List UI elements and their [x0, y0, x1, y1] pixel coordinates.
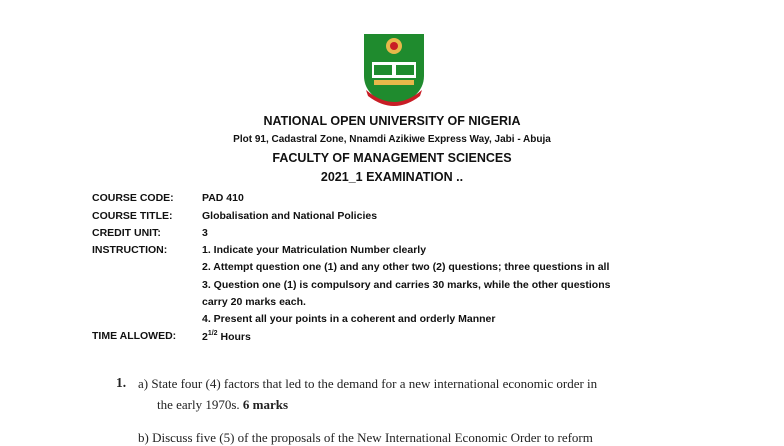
- instruction-item: 1. Indicate your Matriculation Number clearly: [202, 244, 427, 256]
- exam-title: 2021_1 EXAMINATION ..: [320, 170, 464, 184]
- credit-unit-value: 3: [202, 227, 208, 239]
- question-1a-tail: the early 1970s.: [157, 397, 243, 412]
- instruction-item: 3. Question one (1) is compulsory and carries 30 marks, while the other questions: [202, 279, 611, 291]
- question-1b-text: b) Discuss five (5) of the proposals of the New International Economic Order to reform: [138, 430, 593, 445]
- instruction-item: carry 20 marks each.: [202, 296, 306, 308]
- question-number: 1.: [116, 375, 127, 390]
- time-allowed-label: TIME ALLOWED:: [92, 330, 177, 342]
- university-crest-icon: [360, 32, 428, 110]
- question-1a-text: a) State four (4) factors that led to the demand for a new international economic order in: [138, 376, 598, 391]
- instruction-item: 4. Present all your points in a coherent and orderly Manner: [202, 313, 496, 325]
- university-address: Plot 91, Cadastral Zone, Nnamdi Azikiwe Express Way, Jabi - Abuja: [233, 134, 551, 145]
- credit-unit-label: CREDIT UNIT:: [92, 227, 161, 239]
- course-title-value: Globalisation and National Policies: [202, 210, 378, 222]
- course-code-value: PAD 410: [202, 192, 244, 204]
- instruction-item: 2. Attempt question one (1) and any other two (2) questions; three questions in all: [202, 261, 610, 273]
- course-title-label: COURSE TITLE:: [92, 210, 173, 222]
- university-name: NATIONAL OPEN UNIVERSITY OF NIGERIA: [263, 114, 521, 128]
- time-allowed-fraction: 1/2: [207, 330, 218, 337]
- instruction-label: INSTRUCTION:: [92, 244, 168, 256]
- faculty-name: FACULTY OF MANAGEMENT SCIENCES: [272, 151, 512, 165]
- question-1a-marks: 6 marks: [242, 397, 289, 412]
- question-1a-text-continued: [157, 397, 288, 413]
- time-allowed-unit: Hours: [217, 331, 251, 343]
- time-allowed-number: 2: [202, 331, 208, 343]
- time-allowed-value: [202, 330, 251, 343]
- course-code-label: COURSE CODE:: [92, 192, 174, 204]
